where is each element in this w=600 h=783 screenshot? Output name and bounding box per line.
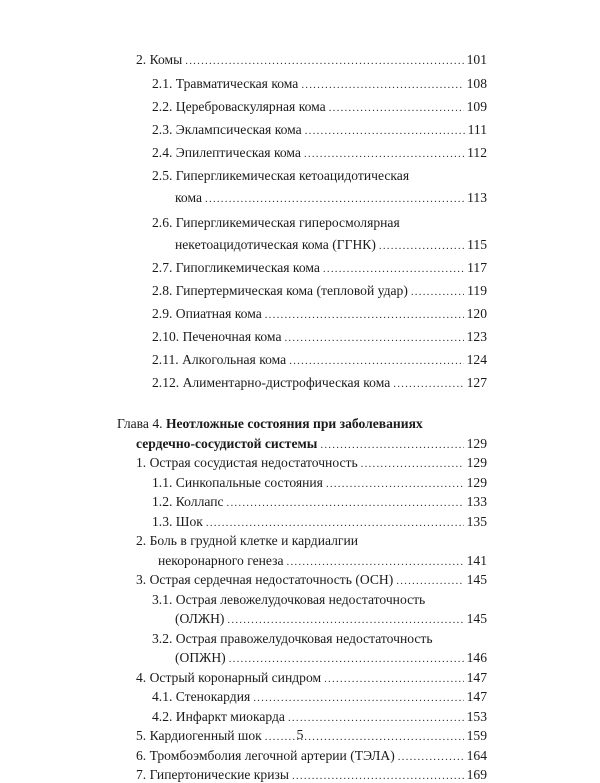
toc-entry[interactable]: 2. Комы ..... 101 bbox=[136, 52, 487, 68]
page-ref: 145 bbox=[466, 611, 487, 626]
toc-entry[interactable]: 1.3. Шок ..... 135 bbox=[152, 514, 487, 530]
toc-entry[interactable]: 1.1. Синкопальные состояния ..... 129 bbox=[152, 475, 487, 491]
toc-entry[interactable]: 2.2. Цереброваскулярная кома ..... 109 bbox=[152, 99, 487, 115]
page-ref: 117 bbox=[467, 260, 487, 275]
toc-entry[interactable]: 6. Тромбоэмболия легочной артерии (ТЭЛА) ..... 164 bbox=[136, 748, 487, 764]
page-ref: 164 bbox=[466, 747, 487, 763]
chapter-heading-last-line[interactable]: сердечно-сосудистой системы ..... 129 bbox=[136, 436, 487, 452]
page-ref: 129 bbox=[466, 474, 487, 490]
toc-entry[interactable]: 2.8. Гипертермическая кома (тепловой удар) ..... 119 bbox=[152, 283, 487, 299]
page-ref: 145 bbox=[466, 572, 487, 587]
page-ref: 119 bbox=[467, 283, 487, 298]
chapter-prefix: Глава 4. bbox=[117, 416, 163, 431]
toc-entry[interactable]: 4. Острый коронарный синдром ..... 147 bbox=[136, 670, 487, 686]
page-ref: 146 bbox=[466, 650, 487, 665]
page-ref: 113 bbox=[467, 190, 487, 205]
toc-entry[interactable]: 2.7. Гипогликемическая кома ..... 117 bbox=[152, 260, 487, 276]
page-ref: 112 bbox=[467, 145, 487, 160]
toc-entry[interactable]: 4.1. Стенокардия ..... 147 bbox=[152, 689, 487, 705]
page-ref: 133 bbox=[466, 494, 487, 509]
page-ref: 147 bbox=[466, 689, 487, 704]
toc-entry-first-line[interactable]: 3.1. Острая левожелудочковая недостаточность bbox=[152, 591, 426, 607]
page-ref: 129 bbox=[466, 435, 487, 451]
toc-entry[interactable]: 2.9. Опиатная кома ..... 120 bbox=[152, 306, 487, 322]
page-ref: 115 bbox=[467, 237, 487, 252]
toc-entry[interactable]: 1.2. Коллапс ..... 133 bbox=[152, 494, 487, 510]
toc-entry[interactable]: 2.10. Печеночная кома ..... 123 bbox=[152, 329, 487, 345]
page-ref: 123 bbox=[466, 329, 487, 344]
toc-entry[interactable]: 2.12. Алиментарно-дистрофическая кома ..... 127 bbox=[152, 375, 487, 391]
chapter-heading[interactable] bbox=[117, 416, 423, 432]
page-number: 5 bbox=[296, 728, 304, 743]
toc-entry[interactable]: некетоацидотическая кома (ГГНК) ..... 115 bbox=[175, 237, 487, 253]
page-ref: 169 bbox=[466, 767, 487, 782]
page-ref: 101 bbox=[466, 52, 487, 67]
toc-entry-first-line[interactable]: 3.2. Острая правожелудочковая недостаточность bbox=[152, 630, 433, 646]
toc-entry[interactable]: 2.1. Травматическая кома ..... 108 bbox=[152, 76, 487, 92]
toc-entry[interactable]: 5. Кардиогенный шок ..... 159 bbox=[136, 728, 487, 744]
page-ref: 120 bbox=[466, 306, 487, 321]
toc-entry[interactable]: (ОПЖН) ..... 146 bbox=[175, 650, 487, 666]
page-ref: 124 bbox=[466, 352, 487, 367]
chapter-title: Неотложные состояния при заболеваниях bbox=[165, 416, 423, 431]
page-ref: 127 bbox=[466, 375, 487, 390]
toc-entry[interactable]: (ОЛЖН) ..... 145 bbox=[175, 611, 487, 627]
toc-entry[interactable]: кома ..... 113 bbox=[175, 190, 487, 206]
page-ref: 109 bbox=[466, 99, 487, 114]
page-ref: 147 bbox=[466, 669, 487, 685]
page-ref: 129 bbox=[466, 455, 487, 470]
page-ref: 135 bbox=[466, 513, 487, 529]
toc-entry[interactable]: 2.4. Эпилептическая кома ..... 112 bbox=[152, 145, 487, 161]
toc-entry[interactable]: 4.2. Инфаркт миокарда ..... 153 bbox=[152, 709, 487, 725]
toc-entry-first-line[interactable]: 2.6. Гипергликемическая гиперосмолярная bbox=[152, 215, 400, 230]
toc-entry[interactable]: 7. Гипертонические кризы ..... 169 bbox=[136, 767, 487, 783]
toc-entry-first-line[interactable]: 2. Боль в грудной клетке и кардиалгии bbox=[136, 533, 359, 548]
toc-entry[interactable]: 2.11. Алкогольная кома ..... 124 bbox=[152, 352, 487, 368]
toc-entry[interactable]: некоронарного генеза ..... 141 bbox=[158, 553, 487, 569]
page-ref: 108 bbox=[466, 76, 487, 91]
page-ref: 159 bbox=[466, 728, 487, 743]
toc-entry[interactable]: 1. Острая сосудистая недостаточность ..... 129 bbox=[136, 455, 487, 471]
toc-entry-first-line[interactable]: 2.5. Гипергликемическая кетоацидотическая bbox=[152, 168, 410, 183]
toc-entry[interactable]: 2.3. Эклампсическая кома ..... 111 bbox=[152, 122, 487, 138]
page-ref: 141 bbox=[466, 552, 487, 568]
toc-entry[interactable]: 3. Острая сердечная недостаточность (ОСН) ..... 145 bbox=[136, 572, 487, 588]
page-ref: 111 bbox=[467, 122, 487, 137]
page-ref: 153 bbox=[466, 708, 487, 724]
